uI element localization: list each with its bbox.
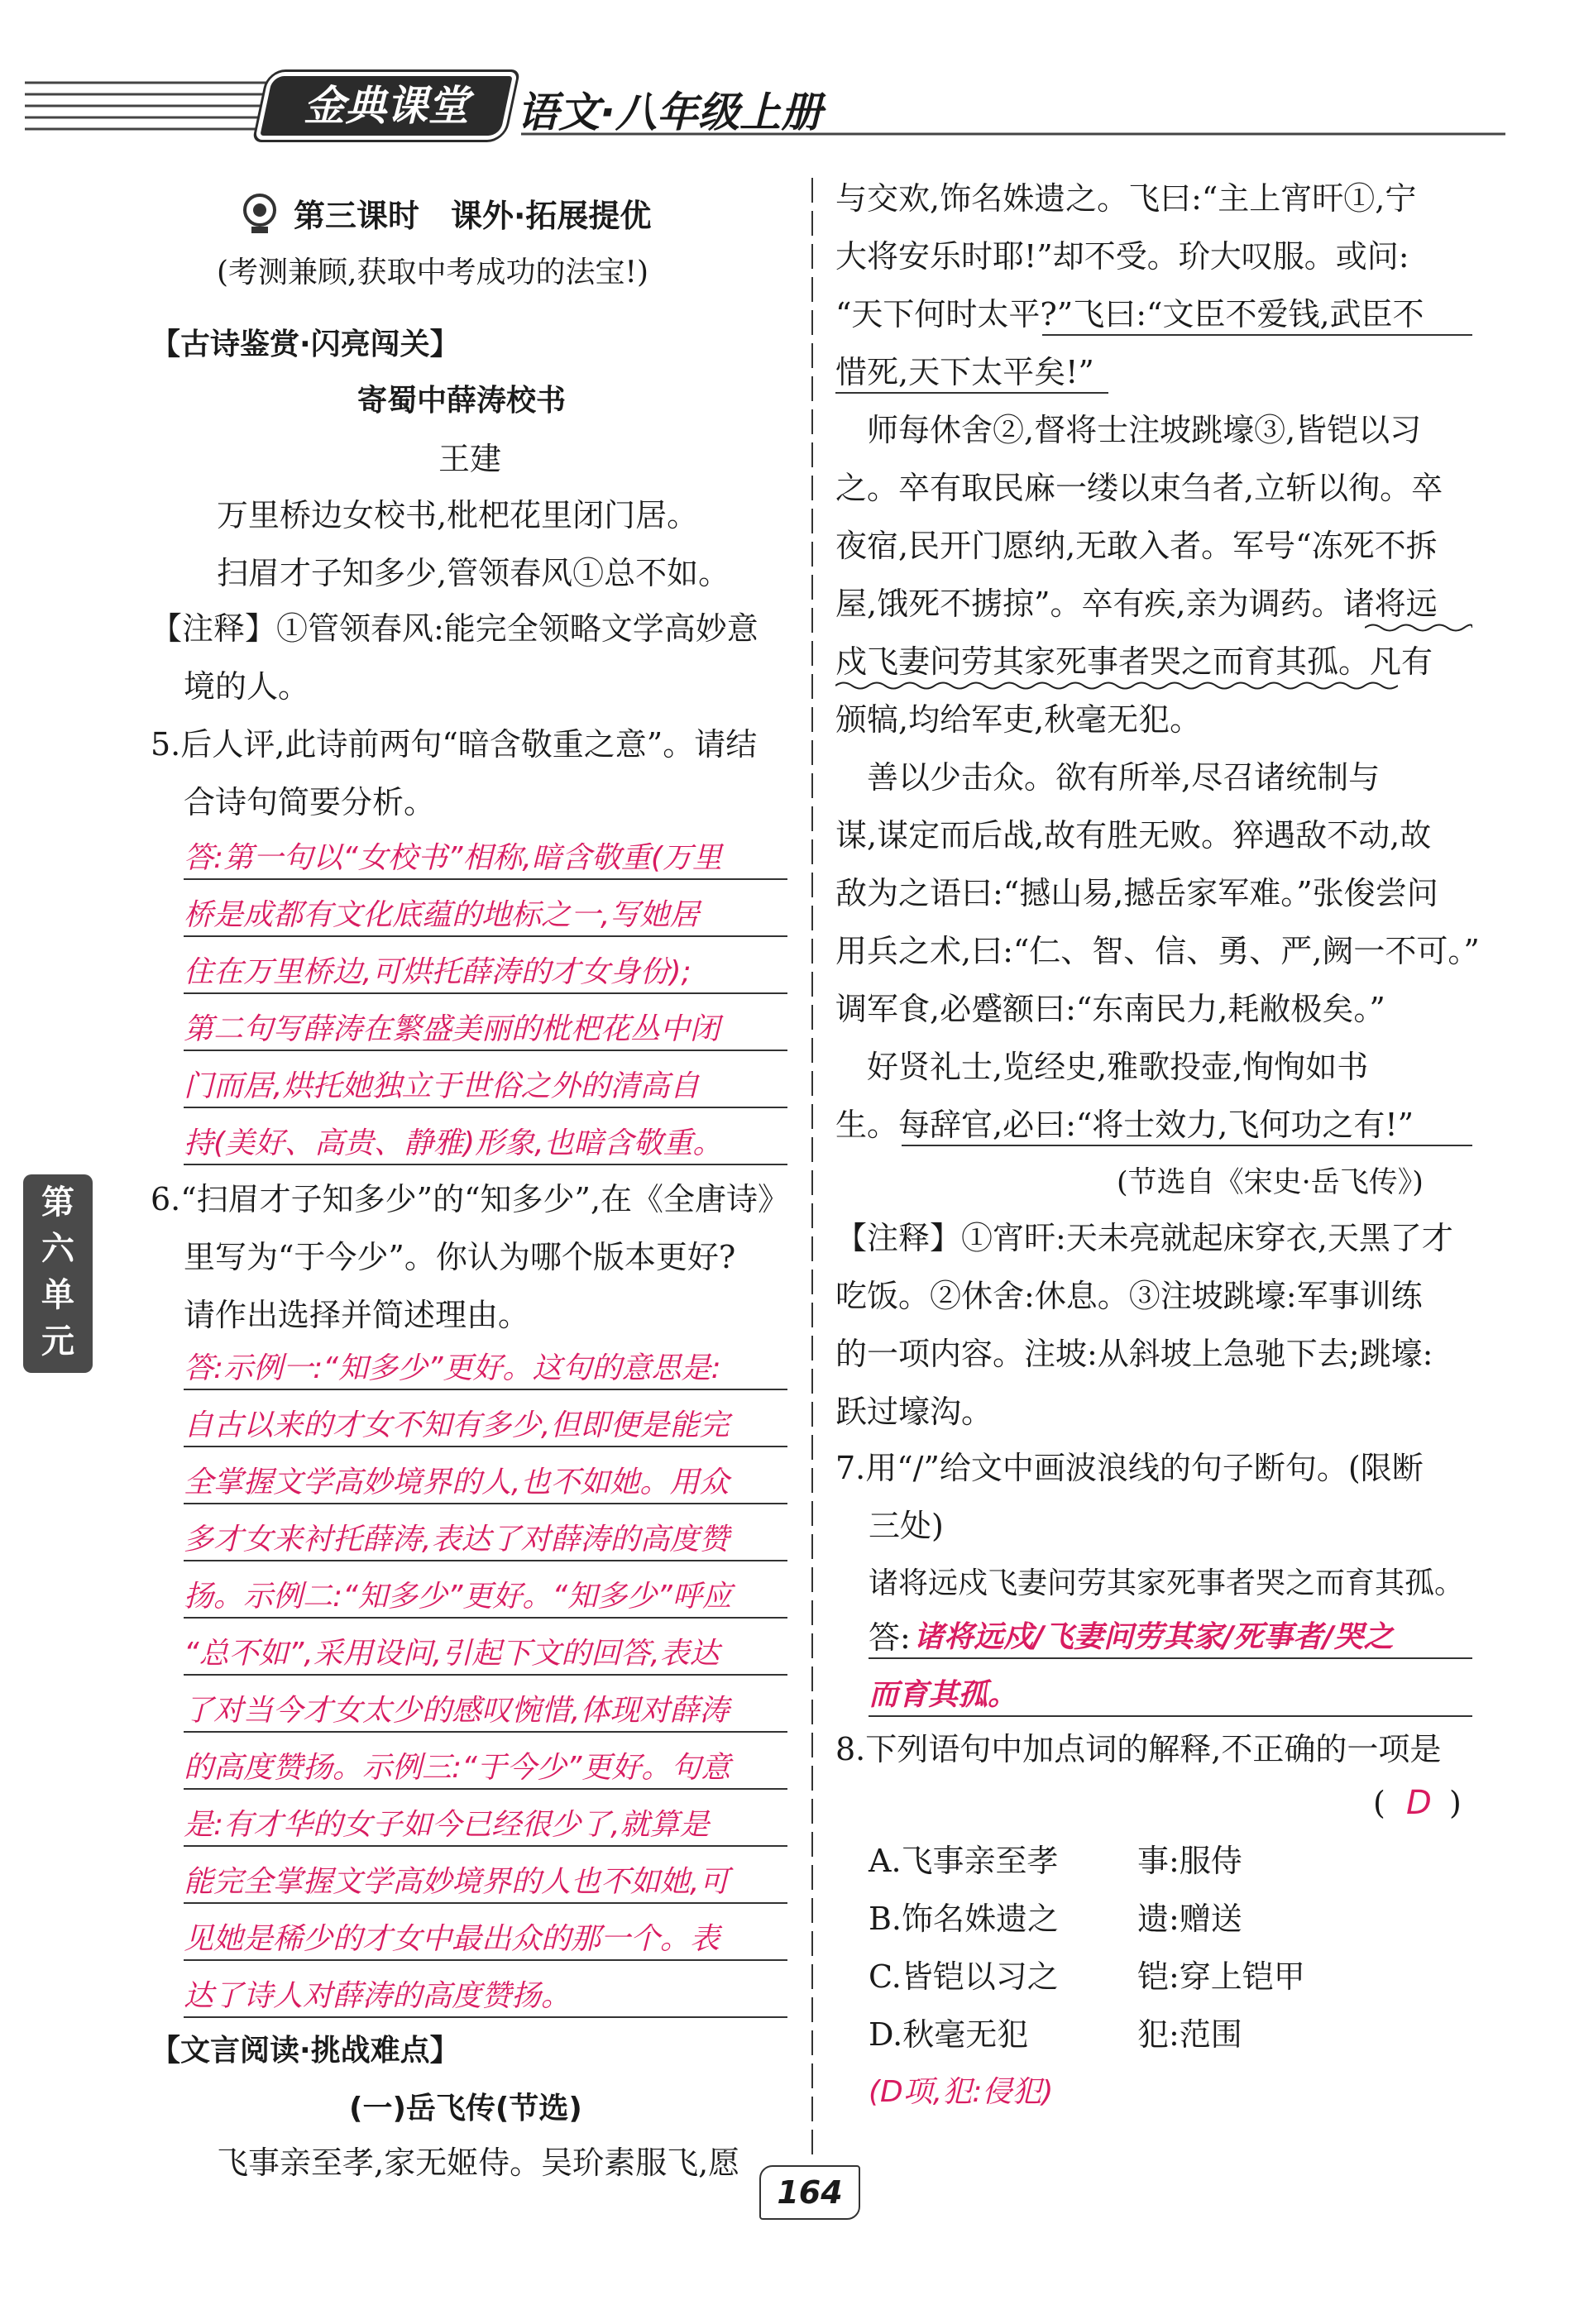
answer-7-label: 答:: [869, 1619, 911, 1656]
wenyan-text-line: 调军食,必蹙额曰:“东南民力,耗敝极矣。”: [835, 991, 1385, 1027]
wenyan-title: (一)岳飞传(节选): [349, 2092, 582, 2126]
answer-line: 的高度赞扬。示例三:“于今少”更好。句意: [184, 1751, 731, 1785]
answer-7: 诸将远戍/飞妻问劳其家/死事者/哭之: [914, 1620, 1394, 1654]
unit-tab: 第 六 单 元: [23, 1174, 93, 1373]
option-b-gloss: 遗:赠送: [1137, 1901, 1242, 1937]
wenyan-note: 的一项内容。注坡:从斜坡上急驰下去;跳壕:: [835, 1336, 1433, 1372]
wavy-underline: [835, 680, 1398, 691]
wenyan-text-line: 与交欢,饰名姝遗之。飞曰:“主上宵旰①,宁: [835, 180, 1417, 217]
option-c-gloss: 铠:穿上铠甲: [1137, 1958, 1305, 1995]
wenyan-text-line: “天下何时太平?”飞曰:“文臣不爱钱,武臣不: [835, 296, 1424, 332]
wenyan-text-line: 大将安乐时耶!”却不受。玠大叹服。或问:: [835, 238, 1409, 275]
poem-line: 扫眉才子知多少,管领春风①总不如。: [217, 555, 730, 591]
answer-line: 了对当今才女太少的感叹惋惜,体现对薛涛: [184, 1694, 730, 1728]
answer-line: 第二句写薛涛在繁盛美丽的枇杷花丛中闭: [184, 1012, 720, 1046]
question-5: 合诗句简要分析。: [184, 784, 436, 820]
poem-section-heading: 【古诗鉴赏·闪亮闯关】: [151, 328, 460, 361]
answer-line: 扬。示例二:“知多少”更好。“知多少”呼应: [184, 1580, 732, 1614]
section-subtitle: (考测兼顾,获取中考成功的法宝!): [217, 256, 649, 289]
answer-line: 住在万里桥边,可烘托薛涛的才女身份);: [184, 955, 692, 989]
page-number: 164: [759, 2165, 860, 2220]
source-citation: (节选自《宋史·岳飞传》): [1117, 1166, 1424, 1199]
wenyan-text-line: 夜宿,民开门愿纳,无敢入者。军号“冻死不拆: [835, 528, 1438, 564]
option-c-label: C.皆铠以习之: [869, 1958, 1059, 1995]
question-7: 三处): [869, 1508, 944, 1544]
option-b-label: B.饰名姝遗之: [869, 1901, 1060, 1937]
answer-line: “总不如”,采用设问,引起下文的回答,表达: [184, 1637, 720, 1671]
wenyan-note: 【注释】①宵旰:天未亮就起床穿衣,天黑了才: [835, 1220, 1453, 1256]
wenyan-text-line: 颁犒,均给军吏,秋毫无犯。: [835, 701, 1202, 738]
answer-line: 多才女来衬托薛涛,表达了对薛涛的高度赞: [184, 1523, 730, 1557]
wenyan-text-line: 屋,饿死不掳掠”。卒有疾,亲为调药。诸将远: [835, 586, 1438, 622]
answer-line: 门而居,烘托她独立于世俗之外的清高自: [184, 1069, 700, 1103]
answer-line: 见她是稀少的才女中最出众的那一个。表: [184, 1922, 720, 1956]
option-a-gloss: 事:服侍: [1137, 1843, 1242, 1879]
subject-title: 语文·八年级上册: [517, 88, 822, 136]
answer-line: 持(美好、高贵、静雅)形象,也暗含敬重。: [184, 1126, 723, 1160]
answer-line: 是:有才华的女子如今已经很少了,就算是: [184, 1808, 710, 1842]
question-8-bracket-close: ): [1449, 1785, 1462, 1821]
wenyan-text-line: 用兵之术,曰:“仁、智、信、勇、严,阙一不可。”: [835, 933, 1480, 969]
wenyan-text-line: 好贤礼士,览经史,雅歌投壶,恂恂如书: [835, 1049, 1369, 1085]
option-a-label: A.飞事亲至孝: [869, 1843, 1059, 1879]
answer-line: 自古以来的才女不知有多少,但即便是能完: [184, 1408, 730, 1442]
section-title: 第三课时 课外·拓展提优: [294, 198, 652, 234]
answer-line: 能完全掌握文学高妙境界的人也不如她,可: [184, 1865, 730, 1899]
answer-7: 而育其孤。: [869, 1678, 1018, 1712]
question-5: 5.后人评,此诗前两句“暗含敬重之意”。请结: [151, 726, 758, 763]
question-8: 8.下列语句中加点词的解释,不正确的一项是: [835, 1731, 1442, 1767]
question-7: 7.用“/”给文中画波浪线的句子断句。(限断: [835, 1450, 1424, 1486]
poem-title: 寄蜀中薛涛校书: [357, 384, 567, 418]
poem-note: 境的人。: [184, 668, 310, 705]
wenyan-note: 吃饭。②休舍:休息。③注坡跳壕:军事训练: [835, 1278, 1423, 1314]
wenyan-text-line: 敌为之语曰:“撼山易,撼岳家军难。”张俊尝问: [835, 875, 1438, 911]
trophy-icon: [237, 192, 282, 237]
wenyan-note: 跃过壕沟。: [835, 1394, 993, 1430]
column-divider: [811, 178, 814, 2159]
poem-author: 王建: [438, 441, 502, 477]
poem-line: 万里桥边女校书,枇杷花里闭门居。: [217, 497, 699, 533]
wavy-sentence: 戍飞妻问劳其家死事者哭之而育其孤。凡有: [835, 643, 1433, 680]
series-badge: 金典课堂: [260, 76, 512, 136]
poem-note: 【注释】①管领春风:能完全领略文学高妙意: [151, 610, 759, 647]
question-8-bracket-open: (: [1373, 1785, 1385, 1821]
answer-line: 答:第一句以“女校书”相称,暗含敬重(万里: [184, 841, 722, 875]
wenyan-text-line: 飞事亲至孝,家无姬侍。吴玠素服飞,愿: [217, 2145, 740, 2181]
answer-line: 全掌握文学高妙境界的人,也不如她。用众: [184, 1466, 730, 1499]
question-6: 请作出选择并简述理由。: [184, 1297, 530, 1333]
question-8-explanation: (D项,犯:侵犯): [869, 2075, 1054, 2109]
question-6: 6.“扫眉才子知多少”的“知多少”,在《全唐诗》: [151, 1181, 790, 1217]
option-d-label: D.秋毫无犯: [869, 2016, 1029, 2053]
wenyan-section-heading: 【文言阅读·挑战难点】: [151, 2034, 460, 2068]
wenyan-text-line: 善以少击众。欲有所举,尽召诸统制与: [835, 759, 1381, 796]
option-d-gloss: 犯:范围: [1137, 2016, 1242, 2053]
wenyan-text-line: 师每休舍②,督将士注坡跳壕③,皆铠以习: [835, 412, 1422, 448]
answer-line: 桥是成都有文化底蕴的地标之一,写她居: [184, 898, 700, 932]
question-6: 里写为“于今少”。你认为哪个版本更好?: [184, 1239, 736, 1275]
question-8-answer: D: [1406, 1784, 1432, 1822]
wenyan-text-line: 生。每辞官,必曰:“将士效力,飞何功之有!”: [835, 1107, 1414, 1143]
answer-line: 答:示例一:“知多少”更好。这句的意思是:: [184, 1351, 721, 1385]
question-7-sentence: 诸将远戍飞妻问劳其家死事者哭之而育其孤。: [869, 1566, 1465, 1600]
wenyan-text-line: 之。卒有取民麻一缕以束刍者,立斩以徇。卒: [835, 470, 1443, 506]
wavy-underline: [1365, 622, 1472, 634]
answer-line: 达了诗人对薛涛的高度赞扬。: [184, 1979, 572, 2013]
wenyan-text-line: 惜死,天下太平矣!”: [835, 354, 1094, 390]
wenyan-text-line: 谋,谋定而后战,故有胜无败。猝遇敌不动,故: [835, 817, 1432, 854]
